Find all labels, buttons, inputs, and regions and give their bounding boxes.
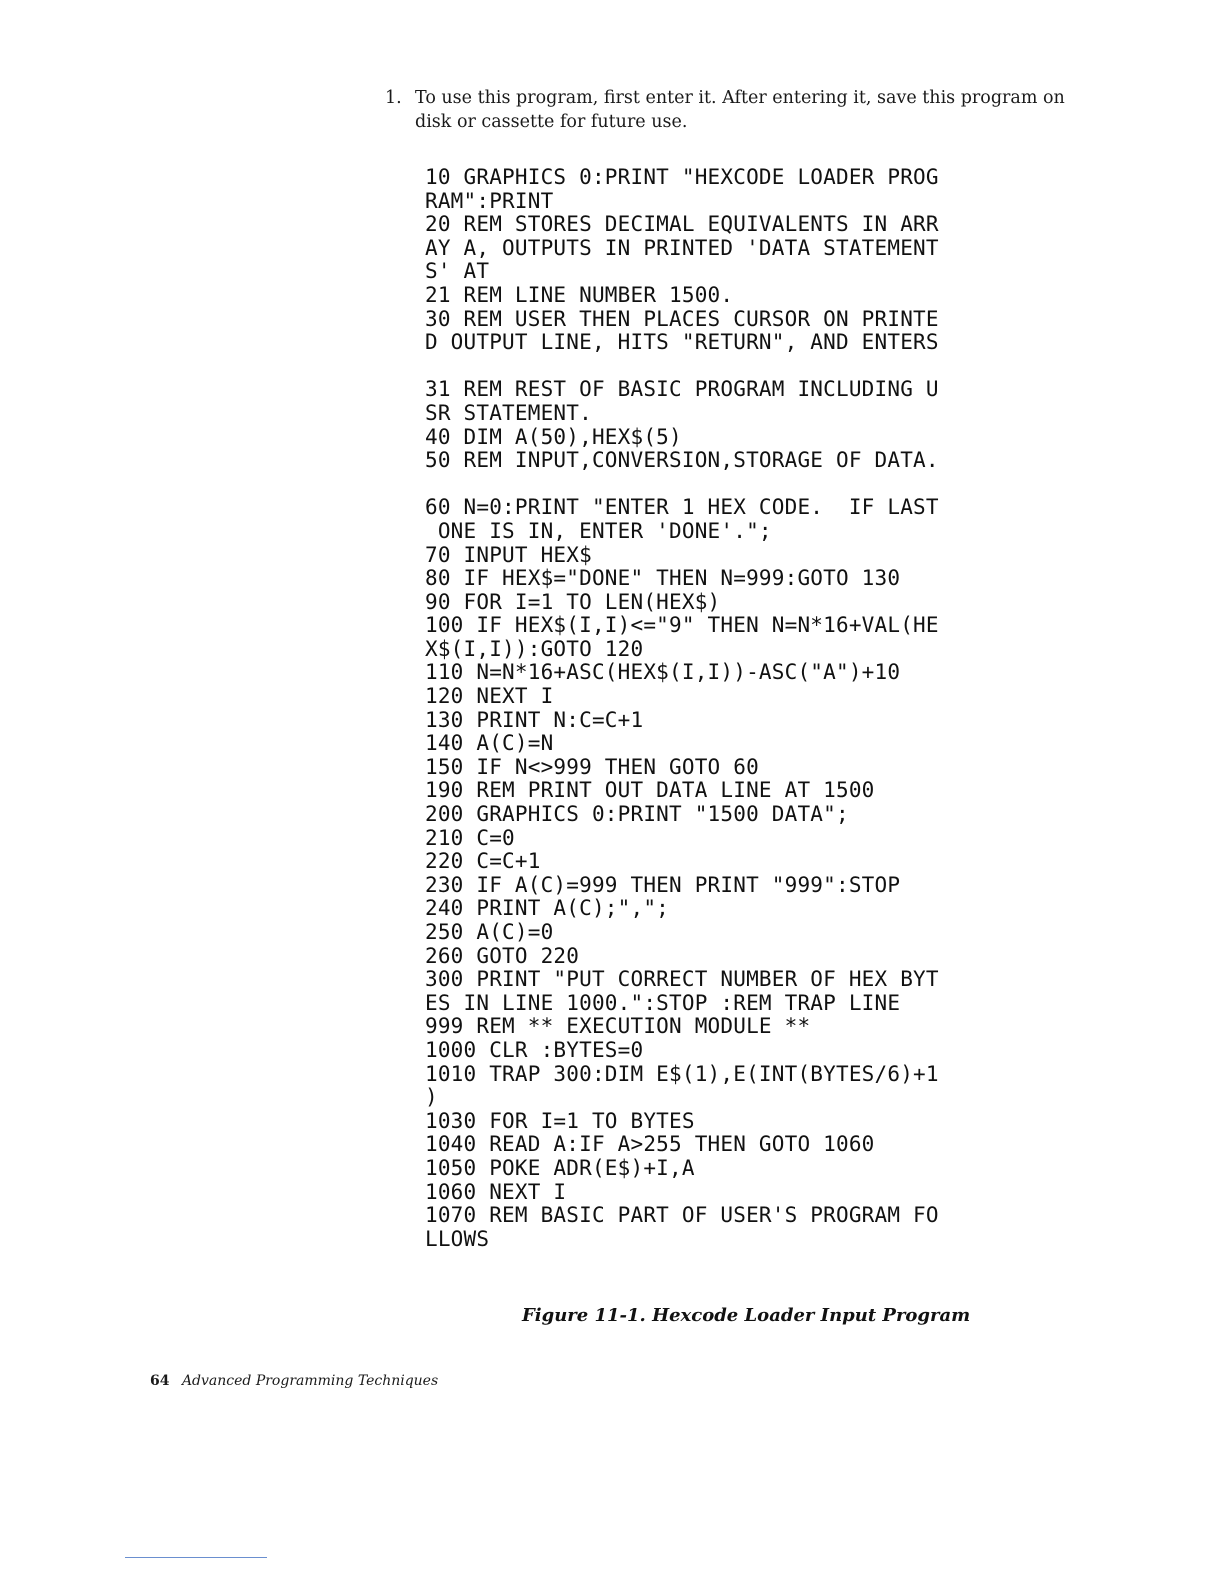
code-line: 130 PRINT N:C=C+1 xyxy=(425,707,644,732)
code-line: 100 IF HEX$(I,I)<="9" THEN N=N*16+VAL(HE xyxy=(425,613,939,638)
code-line: 60 N=0:PRINT "ENTER 1 HEX CODE. IF LAST xyxy=(425,495,939,520)
code-line: 1050 POKE ADR(E$)+I,A xyxy=(425,1155,695,1180)
code-line: 50 REM INPUT,CONVERSION,STORAGE OF DATA. xyxy=(425,448,939,473)
code-line: AY A, OUTPUTS IN PRINTED 'DATA STATEMENT xyxy=(425,235,939,260)
bottom-rule xyxy=(125,1557,267,1558)
code-line: 1030 FOR I=1 TO BYTES xyxy=(425,1108,695,1133)
code-line: D OUTPUT LINE, HITS "RETURN", AND ENTERS xyxy=(425,330,939,355)
code-line: 300 PRINT "PUT CORRECT NUMBER OF HEX BYT xyxy=(425,967,939,992)
code-line: 1070 REM BASIC PART OF USER'S PROGRAM FO xyxy=(425,1203,939,1228)
code-line: 90 FOR I=1 TO LEN(HEX$) xyxy=(425,589,721,614)
code-line: 200 GRAPHICS 0:PRINT "1500 DATA"; xyxy=(425,802,849,827)
code-line: 240 PRINT A(C);","; xyxy=(425,896,670,921)
code-line: 30 REM USER THEN PLACES CURSOR ON PRINTE xyxy=(425,306,939,331)
code-line: 120 NEXT I xyxy=(425,684,554,709)
code-line: ) xyxy=(425,1085,438,1110)
code-line: 40 DIM A(50),HEX$(5) xyxy=(425,424,682,449)
code-line: ES IN LINE 1000.":STOP :REM TRAP LINE xyxy=(425,990,901,1015)
code-line: 21 REM LINE NUMBER 1500. xyxy=(425,282,734,307)
code-line: 1010 TRAP 300:DIM E$(1),E(INT(BYTES/6)+1 xyxy=(425,1061,939,1086)
page-footer xyxy=(150,1373,438,1389)
instruction-number: 1. xyxy=(385,88,402,108)
running-title: Advanced Programming Techniques xyxy=(181,1373,439,1389)
code-line: 110 N=N*16+ASC(HEX$(I,I))-ASC("A")+10 xyxy=(425,660,901,685)
code-line: 190 REM PRINT OUT DATA LINE AT 1500 xyxy=(425,778,875,803)
figure-caption: Figure 11-1. Hexcode Loader Input Program xyxy=(522,1305,971,1326)
code-line: 80 IF HEX$="DONE" THEN N=999:GOTO 130 xyxy=(425,566,901,591)
code-line: 220 C=C+1 xyxy=(425,849,541,874)
code-line: 230 IF A(C)=999 THEN PRINT "999":STOP xyxy=(425,872,901,897)
code-line: 260 GOTO 220 xyxy=(425,943,580,968)
code-line: LLOWS xyxy=(425,1226,490,1251)
code-line: 1040 READ A:IF A>255 THEN GOTO 1060 xyxy=(425,1132,875,1157)
instruction-text: To use this program, first enter it. After entering it, save this program on disk or cassette for future use. xyxy=(415,88,1065,132)
code-line: X$(I,I)):GOTO 120 xyxy=(425,636,644,661)
code-line: 150 IF N<>999 THEN GOTO 60 xyxy=(425,754,759,779)
code-line: 1060 NEXT I xyxy=(425,1179,567,1204)
code-line: 140 A(C)=N xyxy=(425,731,554,756)
code-line: ONE IS IN, ENTER 'DONE'."; xyxy=(425,518,772,543)
code-line: 70 INPUT HEX$ xyxy=(425,542,592,567)
code-line: 250 A(C)=0 xyxy=(425,920,554,944)
code-line: 1000 CLR :BYTES=0 xyxy=(425,1037,644,1062)
code-line: 10 GRAPHICS 0:PRINT "HEXCODE LOADER PROG xyxy=(425,165,939,189)
code-line: S' AT xyxy=(425,259,490,284)
page-number: 64 xyxy=(150,1373,170,1389)
code-line: 31 REM REST OF BASIC PROGRAM INCLUDING U xyxy=(425,377,939,402)
code-line: 999 REM ** EXECUTION MODULE ** xyxy=(425,1014,811,1039)
instruction-paragraph xyxy=(385,86,1085,134)
program-listing xyxy=(425,165,939,1251)
code-line: 20 REM STORES DECIMAL EQUIVALENTS IN ARR xyxy=(425,212,939,237)
code-line: RAM":PRINT xyxy=(425,188,554,213)
code-line: SR STATEMENT. xyxy=(425,400,592,425)
code-line: 210 C=0 xyxy=(425,825,515,850)
